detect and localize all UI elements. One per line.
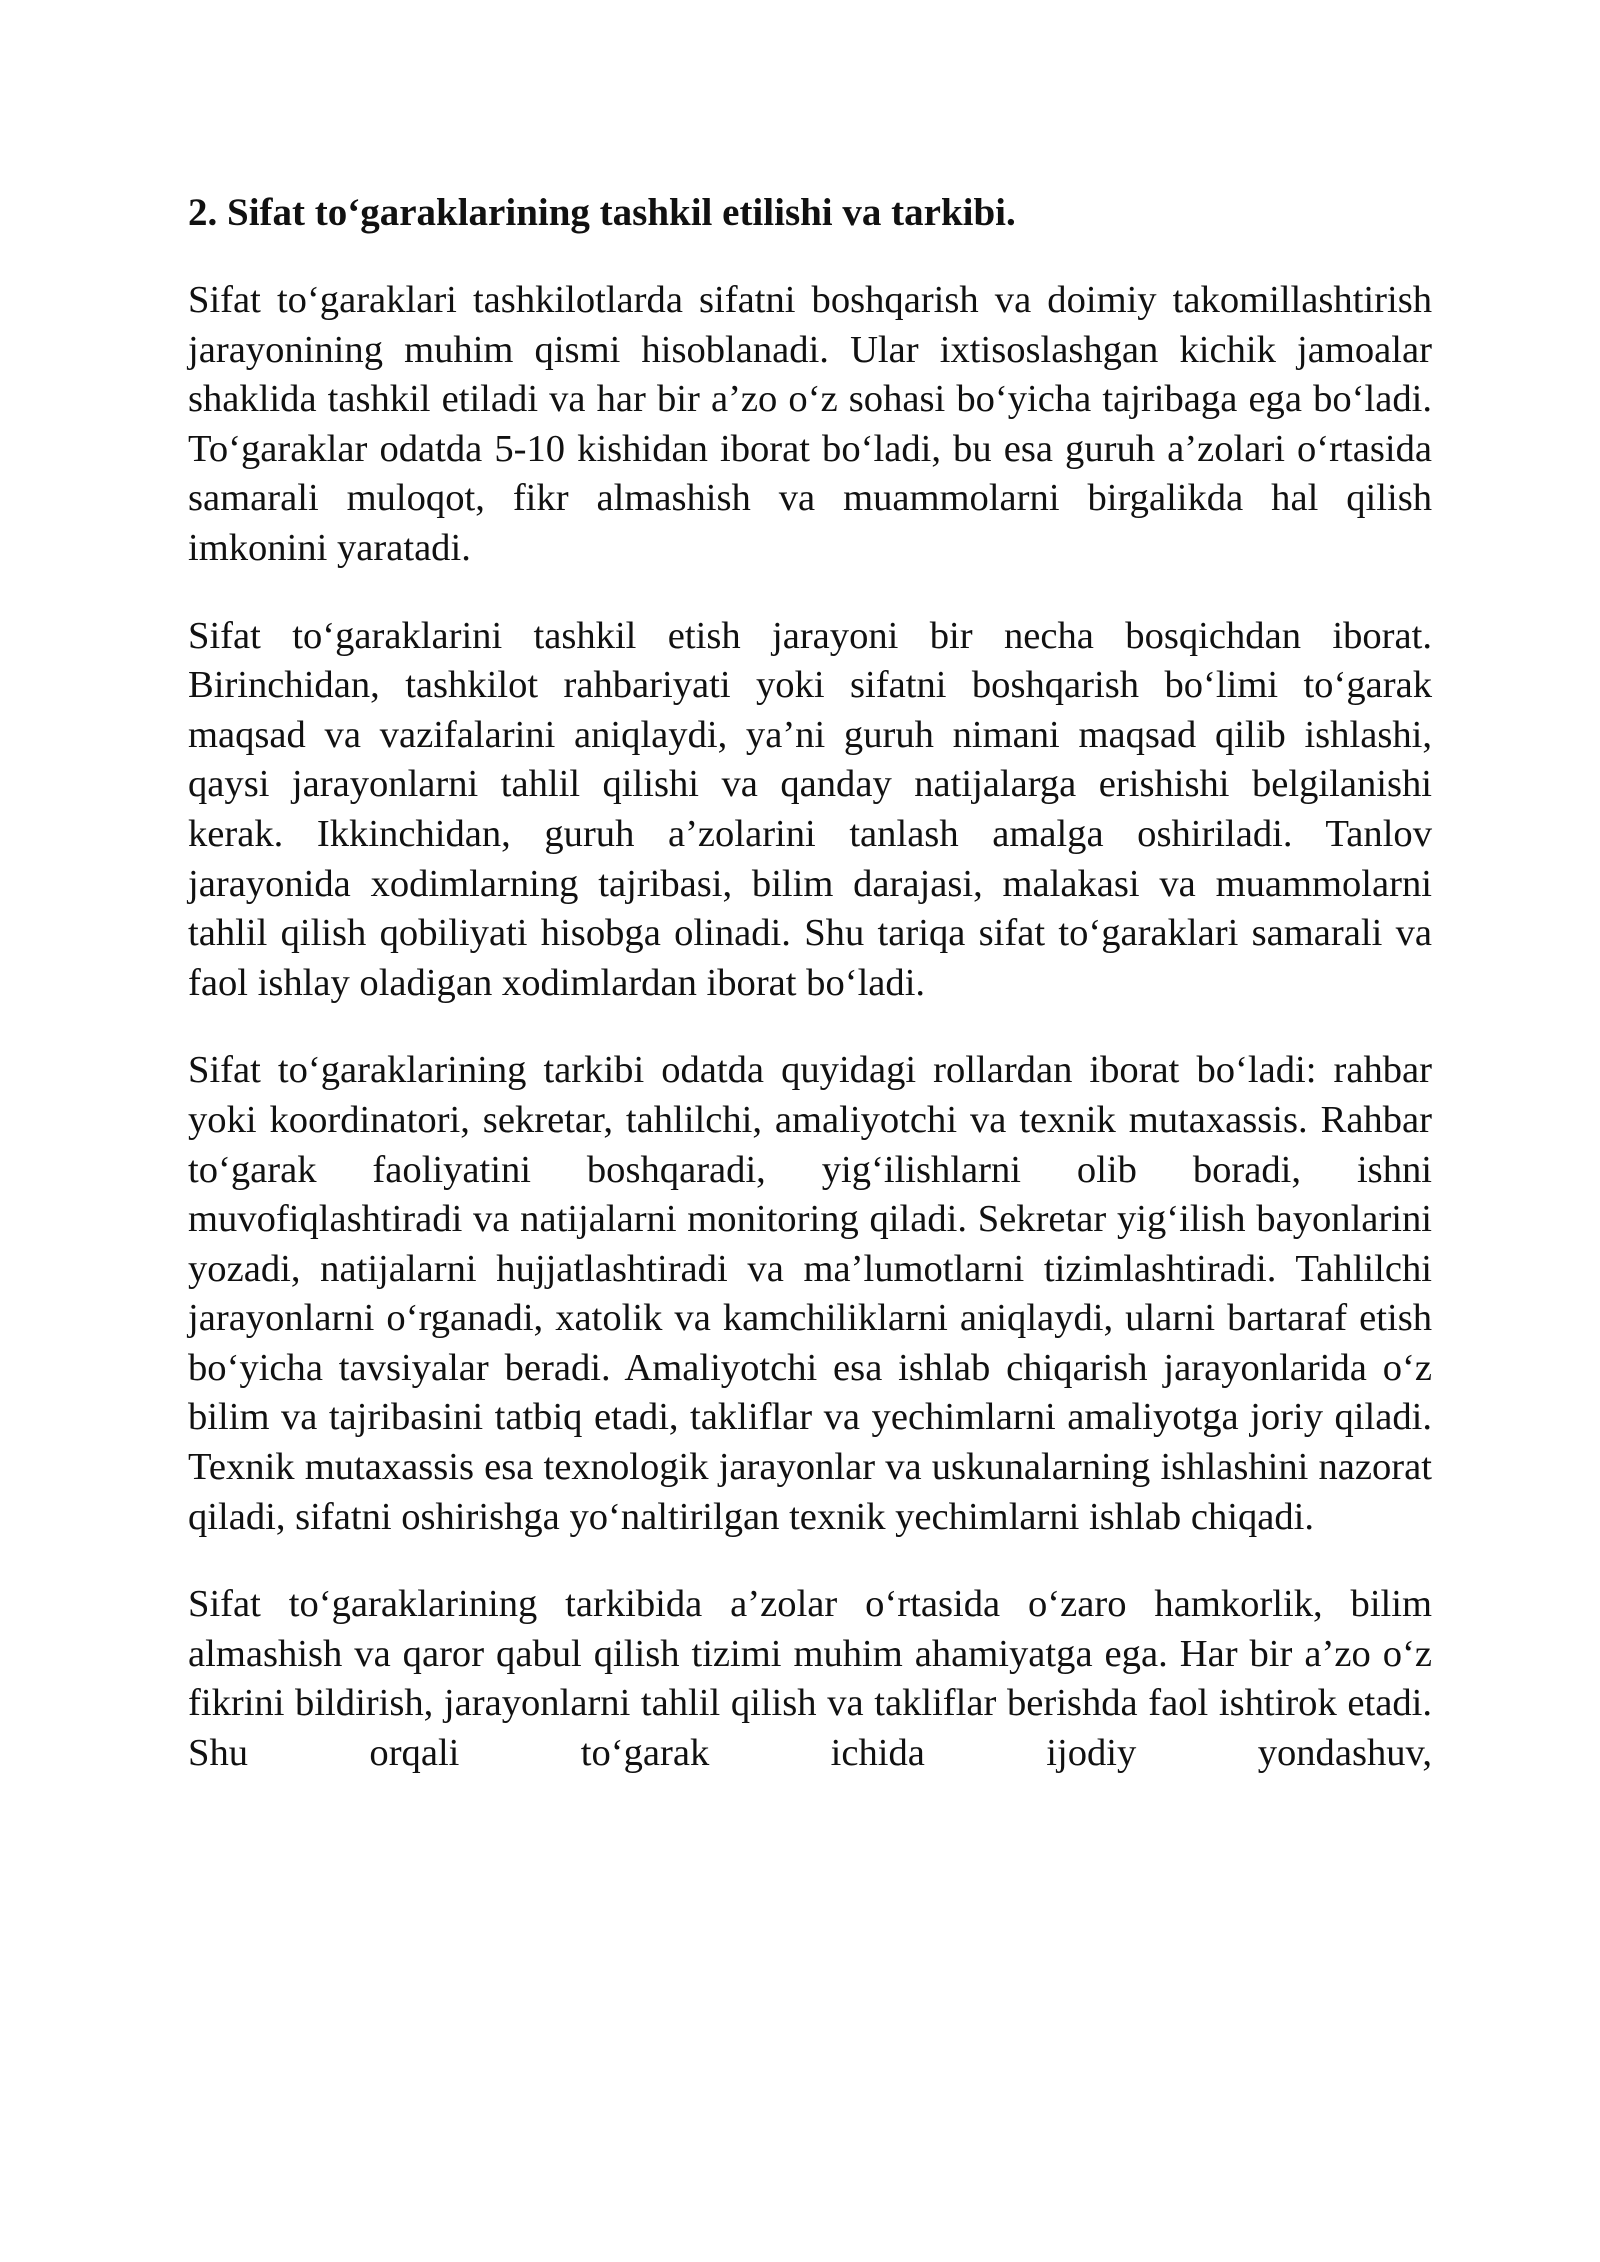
section-heading: 2. Sifat to‘garaklarining tashkil etilishi va tarkibi. — [188, 191, 1016, 234]
paragraph-1: Sifat to‘garaklari tashkilotlarda sifatni boshqarish va doimiy takomillashtirish jarayonining muhim qismi hisoblanadi. Ular ixtisoslashgan kichik jamoalar shaklida tashkil etiladi va har bir a’zo o‘z sohasi bo‘yicha tajribaga ega bo‘ladi. To‘garaklar odatda 5-10 kishidan iborat bo‘ladi, bu esa guruh a’zolari o‘rtasida samarali muloqot, fikr almashish va muammolarni birgalikda hal qilish imkonini yaratadi. — [188, 279, 1432, 569]
document-page — [188, 188, 1432, 1817]
paragraph-3: Sifat to‘garaklarining tarkibi odatda quyidagi rollardan iborat bo‘ladi: rahbar yoki koordinatori, sekretar, tahlilchi, amaliyotchi va texnik mutaxassis. Rahbar to‘garak faoliyatini boshqaradi, yig‘ilishlarni olib boradi, ishni muvofiqlashtiradi va natijalarni monitoring qiladi. Sekretar yig‘ilish bayonlarini yozadi, natijalarni hujjatlashtiradi va ma’lumotlarni tizimlashtiradi. Tahlilchi jarayonlarni o‘rganadi, xatolik va kamchiliklarni aniqlaydi, ularni bartaraf etish bo‘yicha tavsiyalar beradi. Amaliyotchi esa ishlab chiqarish jarayonlarida o‘z bilim va tajribasini tatbiq etadi, takliflar va yechimlarni amaliyotga joriy qiladi. Texnik mutaxassis esa texnologik jarayonlar va uskunalarning ishlashini nazorat qiladi, sifatni oshirishga yo‘naltirilgan texnik yechimlarni ishlab chiqadi. — [188, 1049, 1432, 1538]
paragraph-4: Sifat to‘garaklarining tarkibida a’zolar o‘rtasida o‘zaro hamkorlik, bilim almashish va qaror qabul qilish tizimi muhim ahamiyatga ega. Har bir a’zo o‘z fikrini bildirish, jarayonlarni tahlil qilish va takliflar berishda faol ishtirok etadi. Shu orqali to‘garak ichida ijodiy yondashuv, — [188, 1583, 1432, 1775]
paragraph-2: Sifat to‘garaklarini tashkil etish jarayoni bir necha bosqichdan iborat. Birinchidan, tashkilot rahbariyati yoki sifatni boshqarish bo‘limi to‘garak maqsad va vazifalarini aniqlaydi, ya’ni guruh nimani maqsad qilib ishlashi, qaysi jarayonlarni tahlil qilishi va qanday natijalarga erishishi belgilanishi kerak. Ikkinchidan, guruh a’zolarini tanlash amalga oshiriladi. Tanlov jarayonida xodimlarning tajribasi, bilim darajasi, malakasi va muammolarni tahlil qilish qobiliyati hisobga olinadi. Shu tariqa sifat to‘garaklari samarali va faol ishlay oladigan xodimlardan iborat bo‘ladi. — [188, 614, 1432, 1004]
